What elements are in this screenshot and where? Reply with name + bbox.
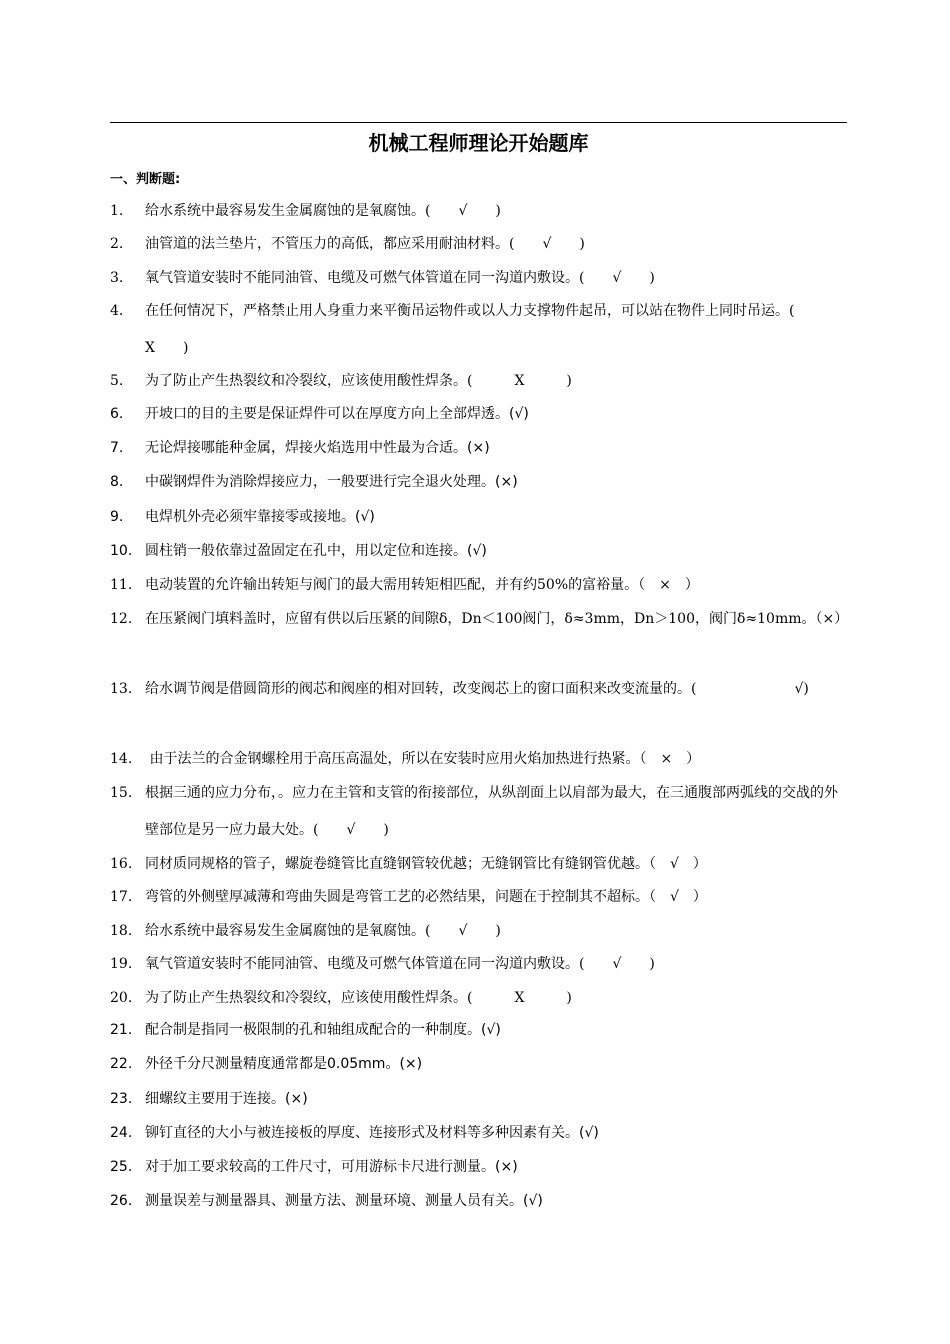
question-item xyxy=(110,567,850,604)
question-item xyxy=(110,741,850,778)
question-number: 16. xyxy=(110,856,133,872)
question-text: 铆钉直径的大小与被连接板的厚度、连接形式及材料等多种因素有关。(√) xyxy=(145,1125,599,1141)
question-text: 氧气管道安装时不能同油管、电缆及可燃气体管道在同一沟道内敷设。( √ ) xyxy=(145,956,655,972)
question-item xyxy=(110,1081,850,1118)
question-number: 24. xyxy=(110,1125,133,1141)
question-item xyxy=(110,946,850,983)
question-text: 给水系统中最容易发生金属腐蚀的是氧腐蚀。( √ ) xyxy=(145,203,501,219)
question-number: 18. xyxy=(110,923,133,939)
question-text: 细螺纹主要用于连接。(×) xyxy=(145,1091,308,1107)
question-item xyxy=(110,464,850,501)
question-number: 8. xyxy=(110,474,124,490)
question-number: 7. xyxy=(110,440,124,456)
question-number: 20. xyxy=(110,990,133,1006)
question-item xyxy=(110,363,850,400)
question-number: 13. xyxy=(110,681,133,697)
question-item xyxy=(110,1115,850,1152)
question-text: 给水系统中最容易发生金属腐蚀的是氧腐蚀。( √ ) xyxy=(145,923,501,939)
header-rule xyxy=(110,122,847,123)
question-text: 油管道的法兰垫片，不管压力的高低，都应采用耐油材料。( √ ) xyxy=(145,236,585,252)
question-number: 22. xyxy=(110,1056,133,1072)
question-number: 12. xyxy=(110,611,133,627)
question-item xyxy=(110,396,850,433)
question-item xyxy=(110,533,850,570)
question-item xyxy=(110,1012,850,1049)
question-text: 同材质同规格的管子，螺旋卷缝管比直缝钢管较优越；无缝钢管比有缝钢管优越。（ √ ） xyxy=(145,856,707,872)
question-item xyxy=(110,1183,850,1220)
question-item xyxy=(110,601,850,638)
question-number: 15. xyxy=(110,785,133,801)
page-title: 机械工程师理论开始题库 xyxy=(368,131,589,155)
question-item xyxy=(110,193,850,230)
question-item xyxy=(110,1149,850,1186)
question-number: 2. xyxy=(110,236,124,252)
question-text: 开坡口的目的主要是保证焊件可以在厚度方向上全部焊透。(√) xyxy=(145,406,529,422)
question-number: 17. xyxy=(110,889,133,905)
question-text: 中碳钢焊件为消除焊接应力，一般要进行完全退火处理。(×) xyxy=(145,474,518,490)
question-number: 14. xyxy=(110,751,133,767)
question-item xyxy=(110,1046,850,1083)
question-item xyxy=(110,913,850,950)
question-number: 1. xyxy=(110,203,124,219)
question-item xyxy=(110,846,850,883)
question-text: 为了防止产生热裂纹和冷裂纹，应该使用酸性焊条。( X ) xyxy=(145,990,572,1006)
question-text: 电焊机外壳必须牢靠接零或接地。(√) xyxy=(145,509,375,525)
question-text: 对于加工要求较高的工件尺寸，可用游标卡尺进行测量。(×) xyxy=(145,1159,518,1175)
question-text: 在压紧阀门填料盖时，应留有供以后压紧的间隙δ，Dn＜100阀门，δ≈3mm，Dn＞100，阀门δ≈10mm。（×） xyxy=(145,611,849,627)
question-text: 由于法兰的合金钢螺栓用于高压高温处，所以在安装时应用火焰加热进行热紧。（ × ） xyxy=(145,751,701,767)
question-text: 电动装置的允许输出转矩与阀门的最大需用转矩相匹配，并有约50%的富裕量。（ × ） xyxy=(145,577,699,593)
question-number: 21. xyxy=(110,1022,133,1038)
question-text: 为了防止产生热裂纹和冷裂纹，应该使用酸性焊条。( X ) xyxy=(145,373,572,389)
question-text: 根据三通的应力分布，。应力在主管和支管的衔接部位，从纵剖面上以肩部为最大，在三通腹部两弧线的交战的外壁部位是另一应力最大处。( √ ) xyxy=(145,785,838,838)
question-text: 无论焊接哪能种金属，焊接火焰选用中性最为合适。(×) xyxy=(145,440,490,456)
question-number: 4. xyxy=(110,303,124,319)
question-number: 11. xyxy=(110,577,133,593)
question-number: 6. xyxy=(110,406,124,422)
question-item xyxy=(110,293,850,367)
question-item xyxy=(110,260,850,297)
question-text: 氧气管道安装时不能同油管、电缆及可燃气体管道在同一沟道内敷设。( √ ) xyxy=(145,270,655,286)
question-item xyxy=(110,671,850,708)
question-text: 弯管的外侧壁厚减薄和弯曲失圆是弯管工艺的必然结果，问题在于控制其不超标。（ √ ） xyxy=(145,889,707,905)
question-number: 23. xyxy=(110,1091,133,1107)
question-item xyxy=(110,226,850,263)
question-number: 10. xyxy=(110,543,133,559)
question-number: 25. xyxy=(110,1159,133,1175)
question-number: 5. xyxy=(110,373,124,389)
question-item xyxy=(110,775,850,849)
question-item xyxy=(110,499,850,536)
question-number: 3. xyxy=(110,270,124,286)
question-text: 外径千分尺测量精度通常都是0.05mm。(×) xyxy=(145,1056,423,1072)
question-item xyxy=(110,879,850,916)
question-number: 19. xyxy=(110,956,133,972)
question-text: 测量误差与测量器具、测量方法、测量环境、测量人员有关。(√) xyxy=(145,1193,543,1209)
question-item xyxy=(110,430,850,467)
section-heading: 一、判断题: xyxy=(110,172,181,187)
question-number: 26. xyxy=(110,1193,133,1209)
question-text: 在任何情况下，严格禁止用人身重力来平衡吊运物件或以人力支撑物件起吊，可以站在物件上同时吊运。( X ) xyxy=(145,303,823,356)
question-text: 给水调节阀是借圆筒形的阀芯和阀座的相对回转，改变阀芯上的窗口面积来改变流量的。( √) xyxy=(145,681,809,697)
question-text: 配合制是指同一极限制的孔和轴组成配合的一种制度。(√) xyxy=(145,1022,501,1038)
question-number: 9. xyxy=(110,509,124,525)
question-text: 圆柱销一般依靠过盈固定在孔中，用以定位和连接。(√) xyxy=(145,543,487,559)
